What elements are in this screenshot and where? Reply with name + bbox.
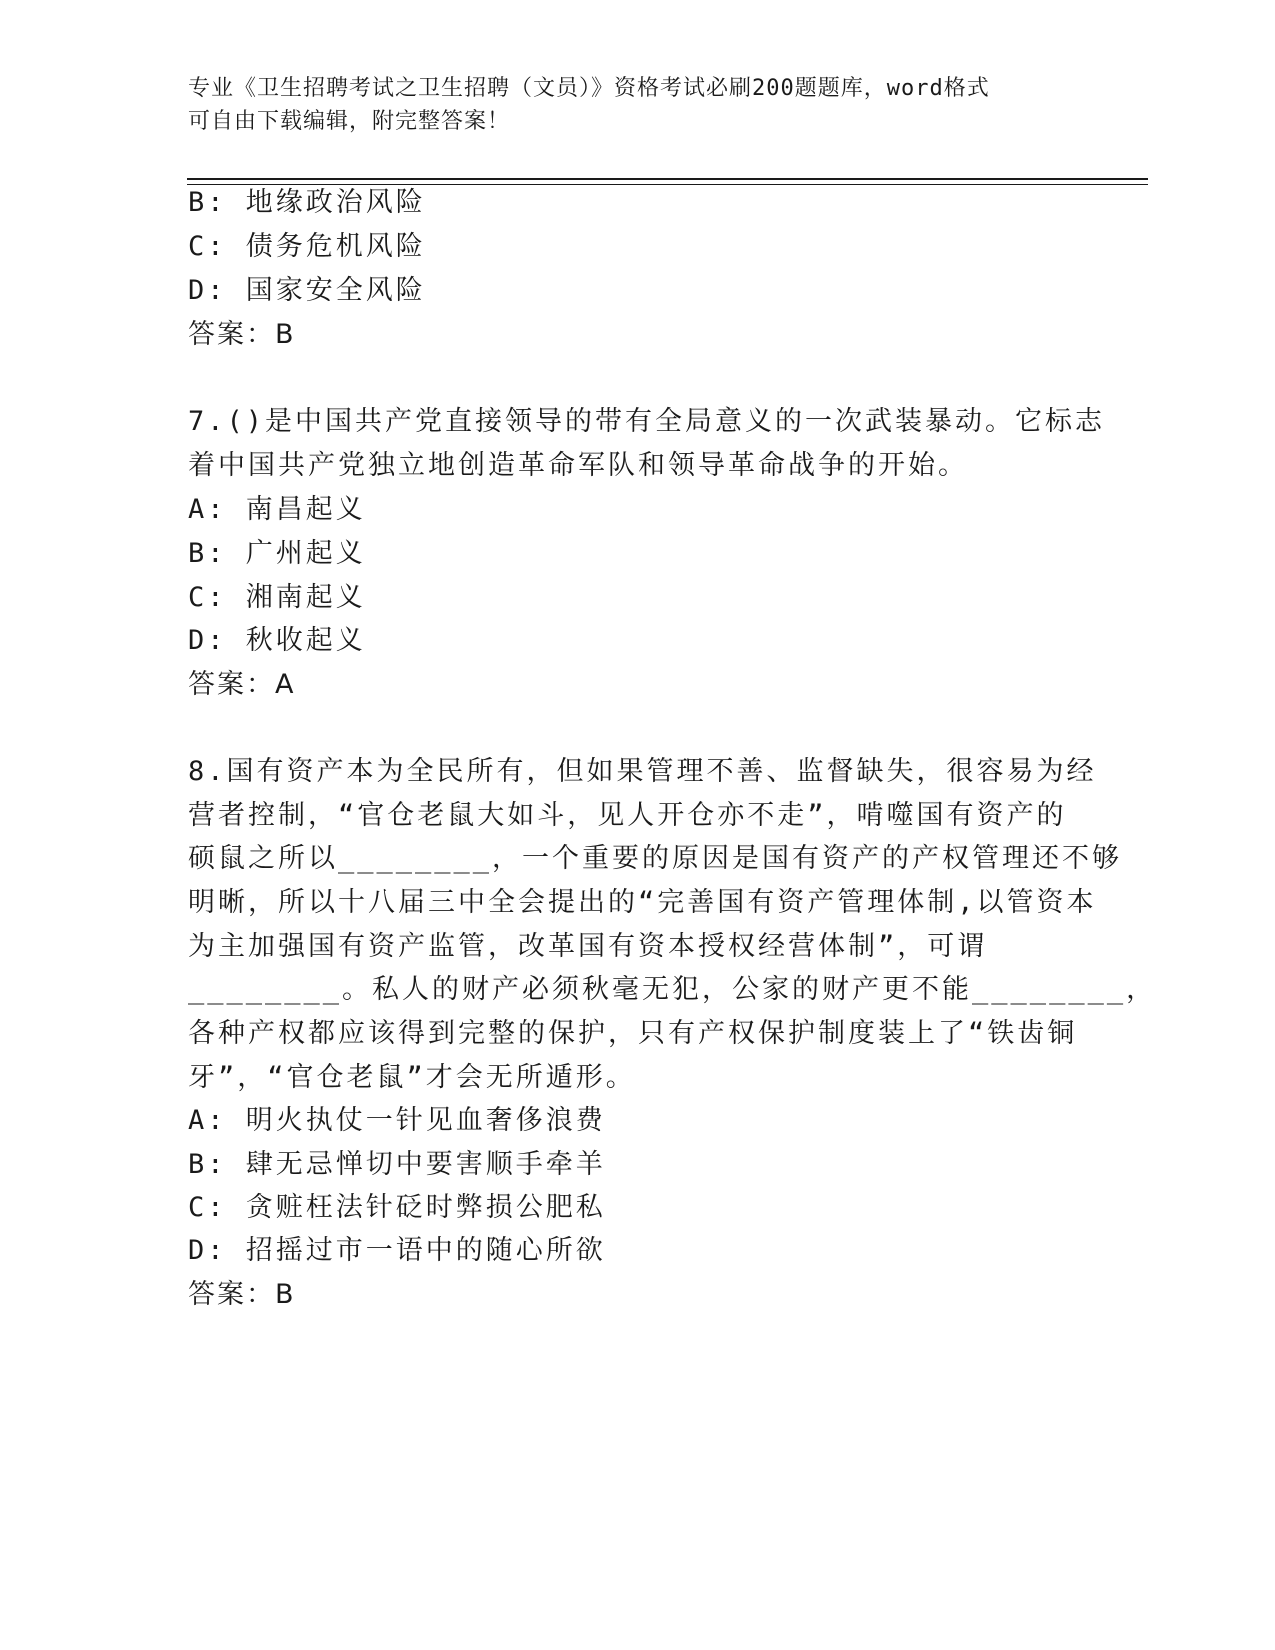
q6-answer: 答案：B — [188, 319, 296, 350]
q6-option-c: C: 债务危机风险 — [188, 231, 426, 262]
q8-stem-line-4: 明晰，所以十八届三中全会提出的“完善国有资产管理体制,以管资本 — [188, 887, 1097, 918]
q7-option-a: A: 南昌起义 — [188, 494, 366, 525]
header-divider-thick — [187, 178, 1148, 180]
q8-stem-line-1: 8.国有资产本为全民所有，但如果管理不善、监督缺失，很容易为经 — [188, 756, 1097, 787]
header-line-2: 可自由下载编辑，附完整答案！ — [188, 109, 511, 134]
q7-option-d: D: 秋收起义 — [188, 625, 366, 656]
q8-option-b: B: 肆无忌惮切中要害顺手牵羊 — [188, 1149, 606, 1180]
q6-option-b: B: 地缘政治风险 — [188, 187, 426, 218]
q7-stem-line-1: 7.()是中国共产党直接领导的带有全局意义的一次武装暴动。它标志 — [188, 406, 1106, 437]
q8-stem-line-2: 营者控制，“官仓老鼠大如斗，见人开仓亦不走”，啃噬国有资产的 — [188, 800, 1067, 831]
q7-stem-line-2: 着中国共产党独立地创造革命军队和领导革命战争的开始。 — [188, 450, 968, 481]
q8-stem-line-6: ________。私人的财产必须秋毫无犯，公家的财产更不能________， — [188, 974, 1157, 1005]
q7-option-b: B: 广州起义 — [188, 538, 366, 569]
q8-answer: 答案：B — [188, 1279, 296, 1310]
q8-option-a: A: 明火执仗一针见血奢侈浪费 — [188, 1105, 606, 1136]
header-line-1: 专业《卫生招聘考试之卫生招聘（文员）》资格考试必刷200题题库，word格式 — [188, 76, 990, 101]
q8-stem-line-7: 各种产权都应该得到完整的保护，只有产权保护制度装上了“铁齿铜 — [188, 1018, 1078, 1049]
q6-option-d: D: 国家安全风险 — [188, 275, 426, 306]
q8-stem-line-3: 硕鼠之所以________，一个重要的原因是国有资产的产权管理还不够 — [188, 843, 1123, 874]
q8-stem-line-5: 为主加强国有资产监管，改革国有资本授权经营体制”，可谓 — [188, 931, 988, 962]
q7-option-c: C: 湘南起义 — [188, 582, 366, 613]
q8-option-c: C: 贪赃枉法针砭时弊损公肥私 — [188, 1192, 606, 1223]
q8-stem-line-8: 牙”，“官仓老鼠”才会无所遁形。 — [188, 1062, 636, 1093]
q8-option-d: D: 招摇过市一语中的随心所欲 — [188, 1235, 606, 1266]
q7-answer: 答案：A — [188, 669, 296, 700]
document-header — [188, 72, 1068, 138]
